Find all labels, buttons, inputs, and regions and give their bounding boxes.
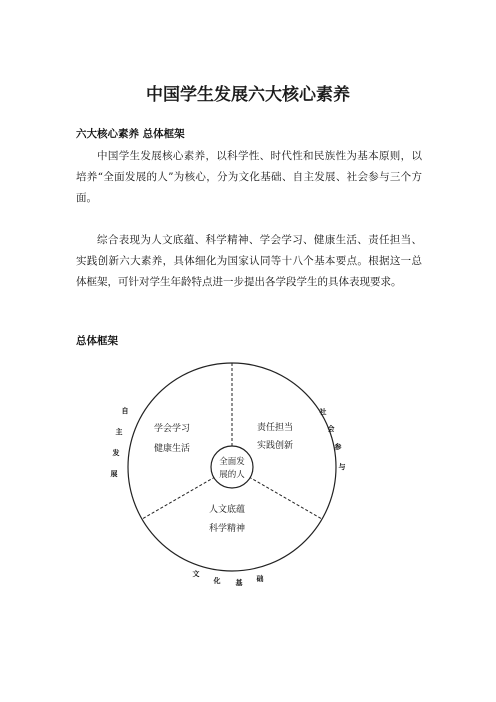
section-heading-framework: 六大核心素养 总体框架 — [76, 128, 185, 140]
outer-bottom-char-4: 础 — [256, 575, 264, 583]
outer-right-char-1: 社 — [319, 408, 327, 416]
outer-right-char-4: 与 — [338, 463, 346, 471]
center-circle — [211, 446, 253, 488]
left-sector-label-1: 学会学习 — [153, 424, 191, 434]
outer-bottom-char-3: 基 — [235, 579, 243, 587]
paragraph-summary: 综合表现为人文底蕴、科学精神、学会学习、健康生活、责任担当、实践创新六大素养，具体细化为国家认同等十八个基本要点。根据这一总体框架，可针对学生年龄特点进一步提出各学段学生的具体表现要求。 — [76, 234, 422, 288]
bottom-sector-label-1: 人文底蕴 — [208, 505, 246, 515]
section-heading-overall: 总体框架 — [76, 335, 118, 347]
outer-left-char-1: 自 — [121, 407, 129, 415]
outer-right-char-3: 参 — [334, 443, 342, 451]
divider-left — [142, 477, 215, 519]
outer-bottom-char-2: 化 — [213, 577, 221, 585]
outer-right-char-2: 会 — [327, 425, 335, 433]
right-sector-label-1: 责任担当 — [256, 423, 294, 433]
outer-left-char-2: 主 — [115, 428, 123, 436]
center-label-1: 全面发 — [219, 457, 245, 467]
divider-right — [249, 477, 322, 519]
center-label-2: 展的人 — [219, 470, 245, 480]
outer-left-char-3: 发 — [112, 449, 120, 457]
right-sector-label-2: 实践创新 — [256, 441, 294, 451]
outer-bottom-char-1: 文 — [192, 570, 200, 578]
page-title: 中国学生发展六大核心素养 — [146, 85, 350, 105]
paragraph-intro: 中国学生发展核心素养，以科学性、时代性和民族性为基本原则，以培养“全面发展的人”为核心，分为文化基础、自主发展、社会参与三个方面。 — [76, 150, 422, 204]
bottom-sector-label-2: 科学精神 — [208, 524, 246, 534]
left-sector-label-2: 健康生活 — [153, 444, 191, 454]
outer-left-char-4: 展 — [110, 470, 118, 478]
